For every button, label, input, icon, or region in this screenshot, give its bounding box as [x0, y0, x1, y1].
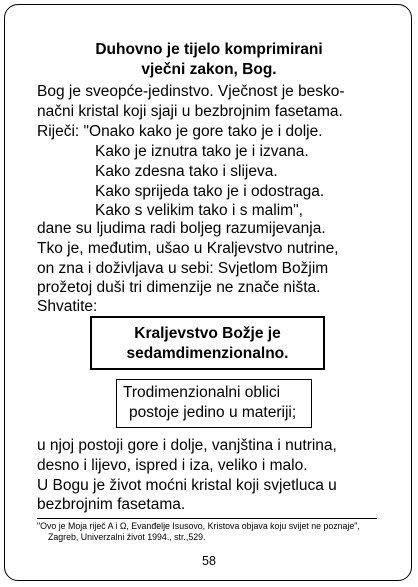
bold-callout-line-2: sedamdimenzionalno.	[126, 345, 289, 362]
plain-callout-box	[116, 379, 312, 428]
page-title-line-1: Duhovno je tijelo komprimirani	[95, 41, 323, 58]
bold-callout-line-1: Kraljevstvo Božje je	[134, 325, 281, 342]
quote-line: Kako sprijeda tako je i odostraga.	[95, 183, 325, 200]
plain-callout-line-2: postoje jedino u materiji;	[129, 404, 297, 421]
text-line: desno i lijevo, ispred i iza, veliko i malo.	[37, 457, 308, 474]
text-line: Tko je, međutim, ušao u Kraljevstvo nutrine,	[37, 240, 339, 257]
page-number: 58	[202, 554, 216, 568]
text-line: u njoj postoji gore i dolje, vanjština i nutrina,	[37, 437, 337, 454]
text-line: on zna i doživljava u sebi: Svjetlom Božjim	[37, 260, 329, 277]
text-line: načni kristal koji sjaji u bezbrojnim fasetama.	[37, 103, 343, 120]
text-line: dane su ljudima radi boljeg razumijevanja.	[37, 220, 326, 237]
plain-callout-line-1: Trodimenzionalni oblici	[123, 384, 281, 401]
text-line: Riječi: "Onako kako je gore tako je i dolje.	[37, 123, 323, 140]
text-line: Bog je sveopće-jedinstvo. Vječnost je besko-	[37, 83, 345, 100]
footnote-line-2: Zagreb, Univerzalni život 1994., str.,529.	[48, 532, 206, 542]
bold-callout-box	[90, 316, 325, 370]
text-line: U Bogu je život moćni kristal koji svjetluca u	[37, 477, 337, 494]
text-line: Shvatite:	[37, 298, 98, 315]
quote-line: Kako zdesna tako i slijeva.	[95, 163, 278, 180]
quote-line: Kako s velikim tako i s malim",	[95, 202, 303, 219]
footnote-line-1: "Ovo je Moja riječ A i Ω, Evanđelje Isusovo, Kristova objava koju svijet ne poznaje",	[37, 521, 360, 531]
page-title-line-2: vječni zakon, Bog.	[141, 61, 277, 78]
quote-line: Kako je iznutra tako je i izvana.	[95, 143, 309, 160]
text-line: prožetoj duši tri dimenzije ne znače ništa.	[37, 279, 321, 296]
text-line: bezbrojnim fasetama.	[37, 496, 186, 513]
footnote-divider	[37, 518, 377, 519]
